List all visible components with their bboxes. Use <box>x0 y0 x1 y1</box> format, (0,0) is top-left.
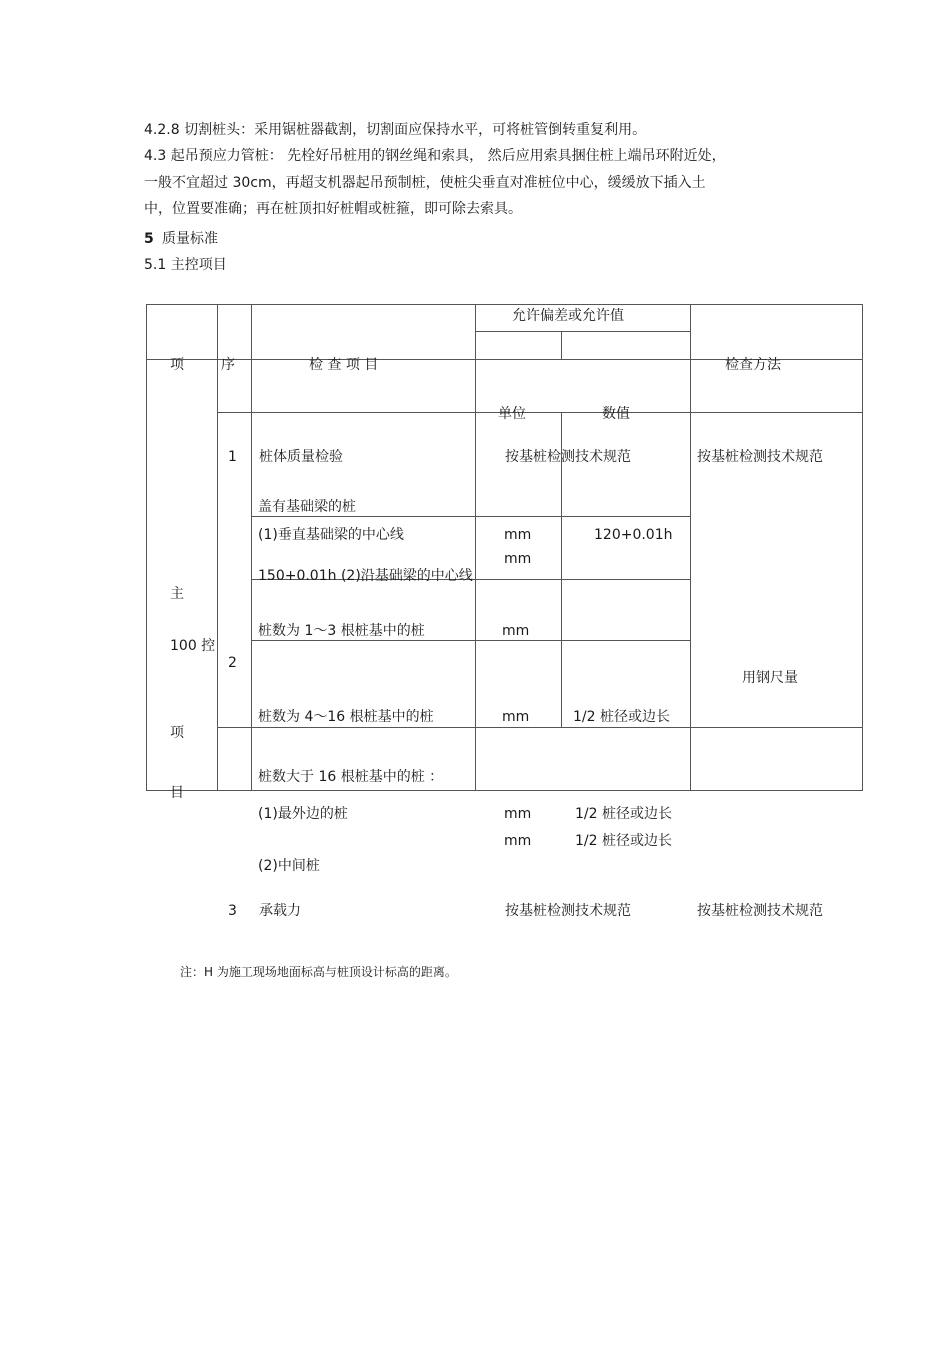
row3-allowed: 按基桩检测技术规范 <box>505 903 631 919</box>
heading-5-text: 质量标准 <box>162 231 218 247</box>
row2-unit-g: mm <box>504 806 532 822</box>
row2-value-g: 1/2 桩径或边长 <box>575 806 672 822</box>
row2-value-e: 1/2 桩径或边长 <box>573 709 670 725</box>
table-note: 注：H 为施工现场地面标高与桩顶设计标高的距离。 <box>180 965 457 979</box>
row2-item-h: (2)中间桩 <box>258 858 320 874</box>
row2-unit-d: mm <box>502 623 530 639</box>
table-vline-7 <box>862 304 863 791</box>
row2-value-h: 1/2 桩径或边长 <box>575 833 672 849</box>
heading-5-1: 5.1 主控项目 <box>144 257 227 273</box>
header-xu: 序 <box>221 357 235 373</box>
row1-seq: 1 <box>228 449 237 465</box>
table-vline-5a <box>561 331 562 360</box>
heading-5-number: 5 <box>144 231 154 247</box>
row2-item-d: 桩数为 1～3 根桩基中的桩 <box>258 623 425 639</box>
row2-method: 用钢尺量 <box>742 670 798 686</box>
row2-unit-h: mm <box>504 833 532 849</box>
row2-item-e: 桩数为 4～16 根桩基中的桩 <box>258 709 434 725</box>
side-label-4: 目 <box>170 785 184 801</box>
row2-item-c: 150+0.01h (2)沿基础梁的中心线 <box>258 568 473 584</box>
header-method: 检查方法 <box>725 357 781 373</box>
row2-item-g: (1)最外边的桩 <box>258 806 348 822</box>
table-line-row1-top <box>217 412 863 413</box>
side-label-3: 项 <box>170 725 184 741</box>
side-label-2: 100 控 <box>170 638 216 654</box>
table-line-allowed <box>475 331 690 332</box>
row2-seq: 2 <box>228 655 237 671</box>
table-line-row2d <box>217 727 863 728</box>
table-line-row2a <box>251 516 690 517</box>
header-unit: 单位 <box>498 406 526 422</box>
row3-item: 承载力 <box>259 903 301 919</box>
row2-value-b: 120+0.01h <box>594 527 673 543</box>
row2-item-b: (1)垂直基础梁的中心线 <box>258 527 404 543</box>
row2-unit-b1: mm <box>504 527 532 543</box>
header-xiang: 项 <box>170 357 184 373</box>
row1-allowed: 按基桩检测技术规范 <box>505 449 631 465</box>
table-vline-1 <box>146 304 147 791</box>
row3-seq: 3 <box>228 903 237 919</box>
row2-unit-b2: mm <box>504 551 532 567</box>
paragraph-4-2-8: 4.2.8 切割桩头：采用锯桩器截割，切割面应保持水平，可将桩管倒转重复利用。 <box>144 122 647 138</box>
table-line-row2c <box>251 640 690 641</box>
row2-item-f: 桩数大于 16 根桩基中的桩 ： <box>258 769 444 785</box>
table-vline-4 <box>475 304 476 791</box>
side-label-1: 主 <box>170 586 184 602</box>
row2-item-a: 盖有基础梁的桩 <box>258 499 356 515</box>
table-line-top <box>146 304 863 305</box>
header-value: 数值 <box>602 406 630 422</box>
table-vline-6 <box>690 304 691 791</box>
table-vline-2 <box>217 304 218 791</box>
paragraph-4-3-line1: 4.3 起吊预应力管桩： 先栓好吊桩用的钢丝绳和索具， 然后应用索具捆住桩上端吊环附近处， <box>144 148 726 164</box>
row1-item: 桩体质量检验 <box>259 449 343 465</box>
paragraph-4-3-line3: 中，位置要准确；再在桩顶扣好桩帽或桩箍，即可除去索具。 <box>144 201 522 217</box>
row3-method: 按基桩检测技术规范 <box>697 903 823 919</box>
table-vline-3 <box>251 304 252 791</box>
paragraph-4-3-line2: 一般不宜超过 30cm，再超支机器起吊预制桩，使桩尖垂直对准桩位中心，缓缓放下插入土 <box>144 175 706 191</box>
header-item: 检 查 项 目 <box>309 357 379 373</box>
row2-unit-e: mm <box>502 709 530 725</box>
row1-method: 按基桩检测技术规范 <box>697 449 823 465</box>
table-line-bottom <box>146 790 863 791</box>
header-allowed: 允许偏差或允许值 <box>512 308 624 324</box>
